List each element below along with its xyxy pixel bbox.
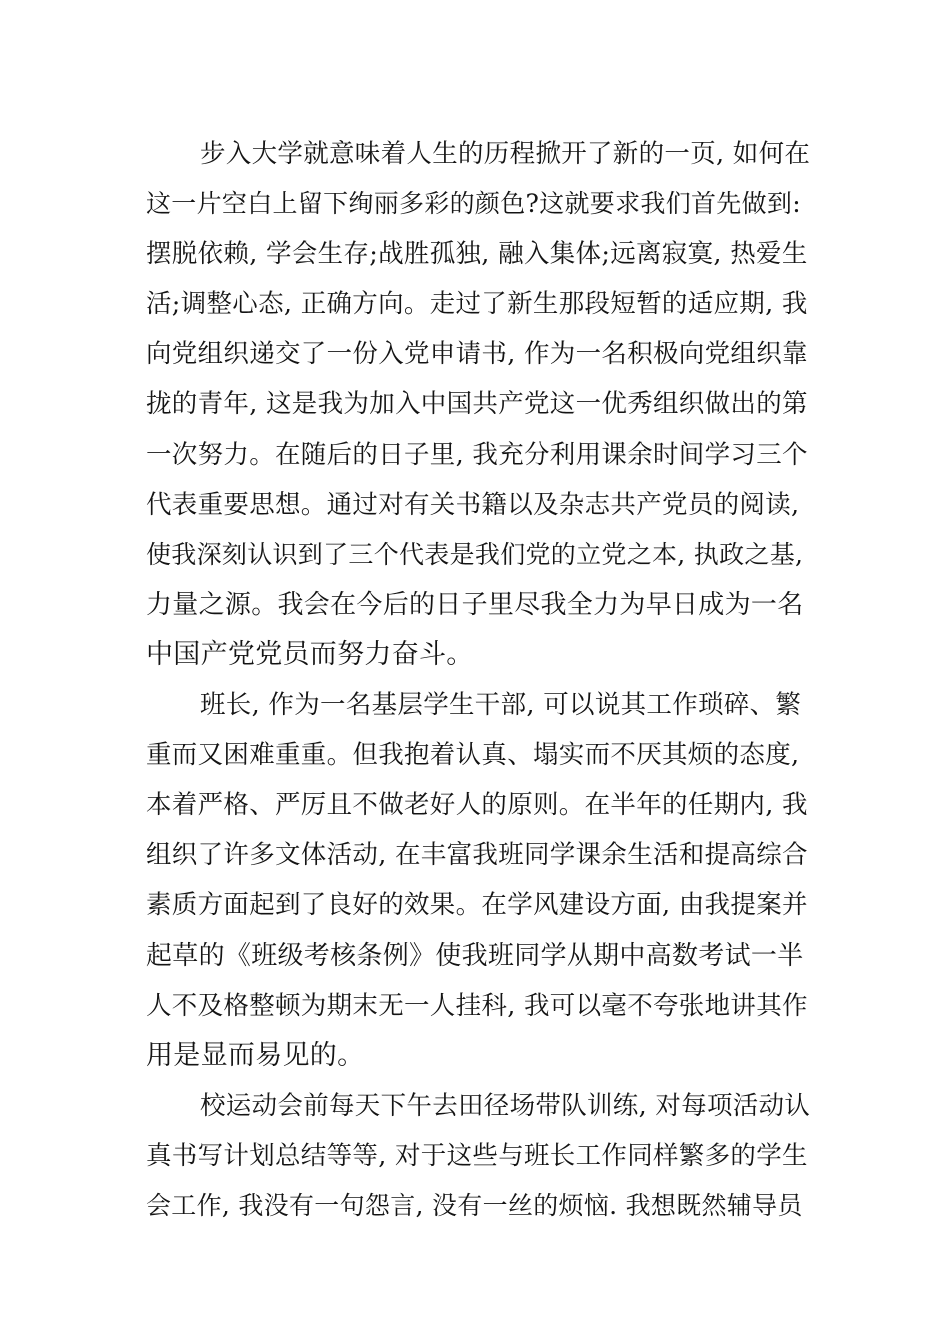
text-line: 本着严格、严厉且不做老好人的原则。在半年的任期内, 我: [146, 790, 808, 821]
text-line: 素质方面起到了良好的效果。在学风建设方面, 由我提案并: [146, 890, 808, 921]
text-line: 重而又困难重重。但我抱着认真、塌实而不厌其烦的态度,: [146, 740, 800, 771]
text-line: 班长, 作为一名基层学生干部, 可以说其工作琐碎、繁: [200, 690, 802, 721]
text-line: 会工作, 我没有一句怨言, 没有一丝的烦恼. 我想既然辅导员: [146, 1190, 803, 1220]
text-line: 人不及格整顿为期末无一人挂科, 我可以毫不夸张地讲其作: [146, 990, 808, 1021]
paragraph-3: [146, 1081, 811, 1231]
text-line: 摆脱依赖, 学会生存;战胜孤独, 融入集体;远离寂寞, 热爱生: [146, 239, 808, 270]
text-line: 校运动会前每天下午去田径场带队训练, 对每项活动认: [200, 1090, 811, 1121]
text-line: 组织了许多文体活动, 在丰富我班同学课余生活和提高综合: [146, 840, 808, 871]
text-line: 起草的《班级考核条例》使我班同学从期中高数考试一半: [146, 940, 804, 971]
paragraph-1: [146, 129, 811, 680]
paragraph-2: [146, 680, 811, 1081]
text-line: 真书写计划总结等等, 对于这些与班长工作同样繁多的学生: [146, 1140, 808, 1171]
text-line: 中国产党党员而努力奋斗。: [146, 638, 474, 670]
text-line: 用是显而易见的。: [146, 1039, 365, 1071]
text-line: 使我深刻认识到了三个代表是我们党的立党之本, 执政之基,: [146, 539, 804, 569]
document-body: [146, 129, 811, 1231]
text-line: 拢的青年, 这是我为加入中国共产党这一优秀组织做出的第: [146, 389, 808, 420]
text-line: 向党组织递交了一份入党申请书, 作为一名积极向党组织靠: [146, 339, 808, 370]
text-line: 一次努力。在随后的日子里, 我充分利用课余时间学习三个: [146, 439, 808, 470]
text-line: 步入大学就意味着人生的历程掀开了新的一页, 如何在: [200, 139, 811, 169]
text-line: 代表重要思想。通过对有关书籍以及杂志共产党员的阅读,: [146, 489, 800, 520]
text-line: 力量之源。我会在今后的日子里尽我全力为早日成为一名: [146, 589, 804, 620]
text-line: 这一片空白上留下绚丽多彩的颜色?这就要求我们首先做到:: [146, 189, 801, 219]
text-line: 活;调整心态, 正确方向。走过了新生那段短暂的适应期, 我: [146, 289, 808, 320]
